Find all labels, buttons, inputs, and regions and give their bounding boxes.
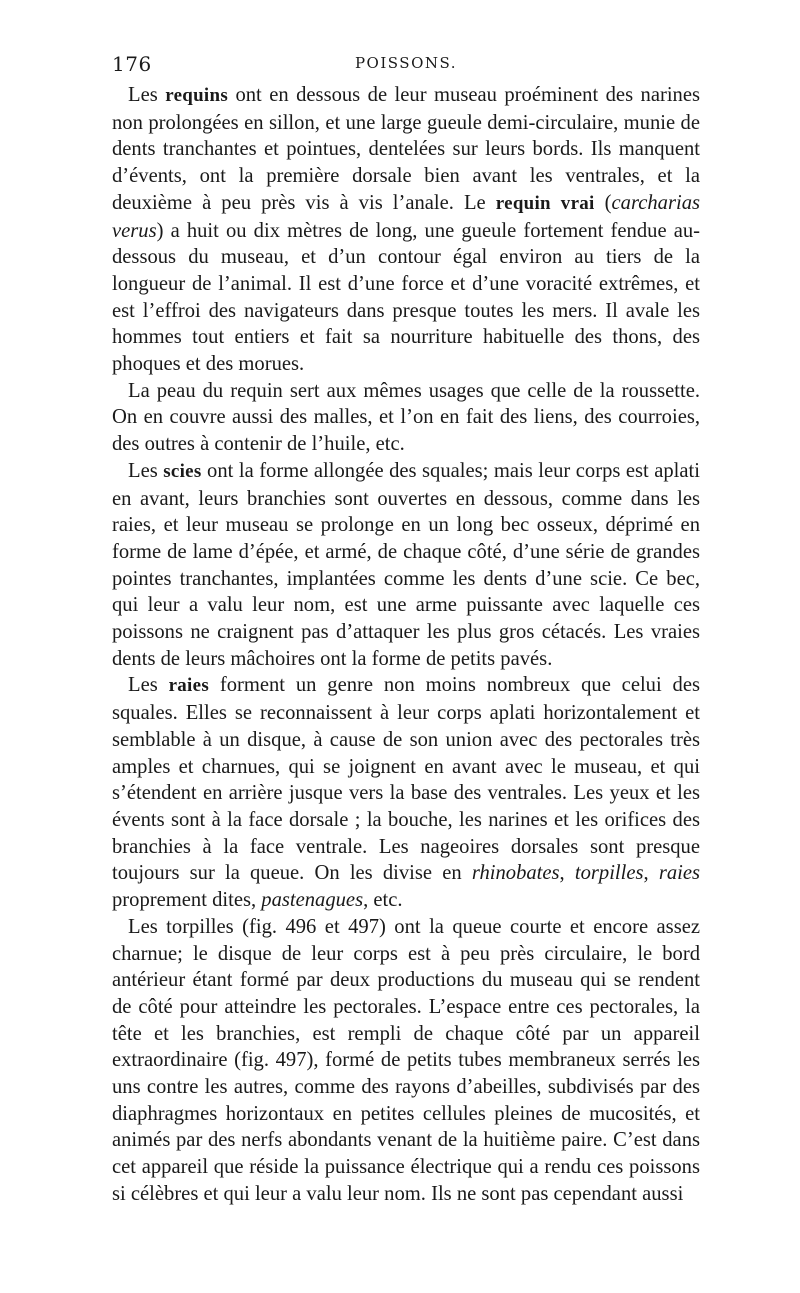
italic-term: torpilles (574, 862, 644, 885)
text-run: Les (128, 84, 166, 106)
paragraph (112, 378, 700, 458)
paragraph (112, 82, 700, 378)
text-run: Les torpilles (fig. 496 et 497) ont la queue courte et encore assez charnue; le disque de leur corps est à peu près circulaire, le bord antérieur étant formé par deux productions du museau qui se rendent de côté pour atteindre les pectorales. L’espace entre ces pectorales, la tête et les branchies, est rempli de chaque côté par un appareil extraordinaire (fig. 497), formé de petits tubes membraneux serrés les uns contre les autres, comme des rayons d’abeilles, subdivisés par des diaphragmes horizontaux en petites cellules pleines de mucosités, et animés par des nerfs abondants venant de la huitième paire. C’est dans cet appareil que réside la puissance électrique qui a rendu ces poissons si célèbres et qui leur a valu leur nom. Ils ne sont pas cependant aussi (112, 915, 700, 1205)
italic-term: pastenagues (261, 889, 364, 912)
paragraph (112, 672, 700, 913)
text-run: proprement dites, (112, 889, 262, 912)
text-run: ont la forme allongée des squales; mais leur corps est aplati en avant, leurs branchies sont ouvertes en dessous, comme dans les raies, et leur museau se prolonge en un long bec osseux, déprimé en forme de lame d’épée, et armé, de chaque côté, d’une série de grandes pointes tranchantes, implantées comme les dents d’une scie. Ce bec, qui leur a valu leur nom, est une arme puissante avec laquelle ces poissons ne craignent pas d’attaquer les plus gros cétacés. Les vraies dents de leurs mâchoires ont la forme de petits pavés. (112, 459, 700, 670)
paragraph (112, 914, 700, 1208)
text-run: Les (128, 459, 164, 482)
italic-term: rhinobates (471, 862, 560, 885)
text-run: ont en dessous de leur museau proéminent des narines non prolongées en sillon, et une large gueule demi-circulaire, munie de dents tranchantes et pointues, dentelées sur leurs bords. Ils manquent d’évents, ont la première dorsale bien avant les ventrales, et la deuxième à peu près vis à vis l’anale. Le (112, 84, 701, 214)
text-run: , (559, 862, 575, 885)
text-run: La peau du requin sert aux mêmes usages que celle de la roussette. On en couvre aussi des malles, et l’on en fait des liens, des courroies, des outres à contenir de l’huile, etc. (112, 379, 700, 456)
bold-term: raies (168, 675, 209, 697)
running-head: POISSONS. (354, 54, 458, 72)
bold-term: requin vrai (495, 192, 595, 214)
paragraph (112, 458, 700, 673)
page-header (112, 52, 700, 82)
body-text (112, 82, 700, 1208)
text-run: , etc. (363, 889, 403, 912)
text-run: Les (128, 674, 169, 697)
text-run: forment un genre non moins nombreux que celui des squales. Elles se reconnaissent à leur corps aplati horizontalement et semblable à un disque, à cause de son union avec des pectorales très amples et charnues, qui se joignent en avant avec le museau, et qui s’étendent en arrière jusque vers la base des ventrales. Les yeux et les évents sont à la face dorsale ; la bouche, les narines et les orifices des branchies à la face ventrale. Les nageoires dorsales sont presque toujours sur la queue. On les divise en (112, 674, 700, 885)
bold-term: scies (163, 460, 202, 482)
book-page (112, 52, 700, 1208)
italic-term: raies (658, 862, 701, 885)
italic-term: carcharias verus (112, 191, 700, 242)
page-number: 176 (112, 52, 152, 76)
bold-term: requins (165, 85, 228, 106)
text-run: ) a huit ou dix mètres de long, une gueule fortement fendue au-dessous du museau, et d’un contour égal environ au tiers de la longueur de l’animal. Il est d’une force et d’une voracité extrêmes, et est l’effroi des navigateurs dans presque toutes les mers. Il avale les hommes tout entiers et fait sa nourriture habituelle des thons, des phoques et des morues. (112, 219, 700, 376)
text-run: ( (594, 191, 612, 214)
text-run: , (643, 862, 659, 885)
